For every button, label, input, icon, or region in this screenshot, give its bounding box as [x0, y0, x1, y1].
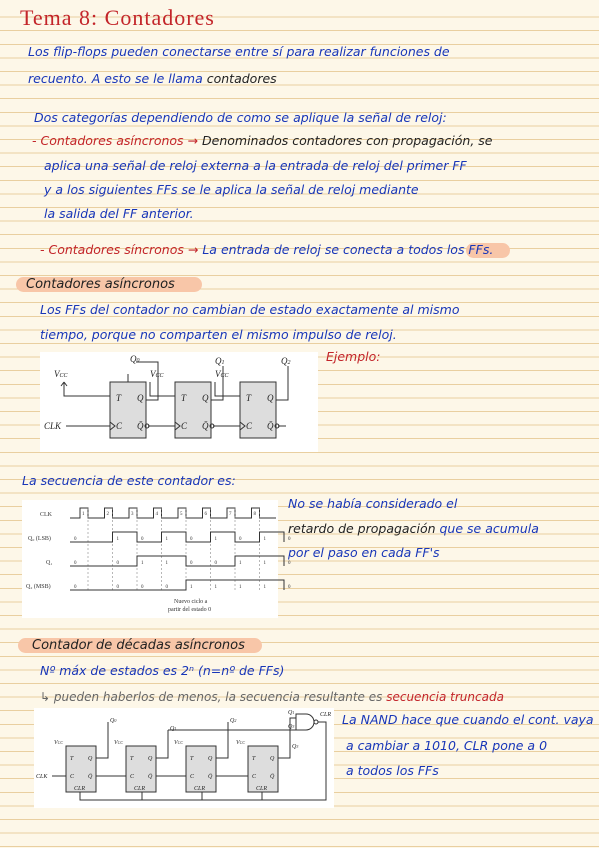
svg-text:T: T: [246, 393, 252, 403]
svg-text:CLR: CLR: [74, 786, 86, 792]
q1-waveform: [70, 556, 284, 566]
circuit-async-3bit: [40, 352, 318, 452]
bit-value: 0: [141, 537, 144, 542]
bit-value: 0: [214, 561, 217, 566]
svg-text:Q̄: Q̄: [208, 774, 213, 780]
svg-text:T: T: [252, 756, 256, 762]
bit-value: 0: [288, 561, 291, 566]
bit-value: 1: [214, 537, 217, 542]
circuit-decade-diagram: [34, 708, 334, 808]
sync-highlight: todos: [408, 242, 443, 257]
nand-note-1: La NAND hace que cuando el cont. vaya: [342, 712, 594, 727]
svg-text:Q: Q: [88, 756, 93, 762]
bit-value: 1: [263, 561, 266, 566]
q1-label: Q1: [215, 356, 225, 366]
circuit-async-3bit-diagram: [40, 352, 318, 452]
clk-label: CLK: [44, 421, 62, 431]
bit-value: 1: [263, 585, 266, 590]
clk-pulse-number: 4: [155, 512, 158, 517]
async-desc-2: aplica una señal de reloj externa a la entrada de reloj del primer FF: [44, 158, 467, 173]
clk-waveform: [70, 508, 276, 518]
bit-value: 0: [239, 537, 242, 542]
svg-text:Q̄: Q̄: [270, 774, 275, 780]
svg-text:VCC: VCC: [236, 740, 246, 746]
sequence-note-term: retardo de propagación: [288, 521, 436, 536]
bit-value: 0: [288, 585, 291, 590]
q0-waveform: [70, 532, 284, 542]
timing-row-label: Q₂ (MSB): [26, 584, 51, 590]
svg-text:VCC: VCC: [54, 740, 64, 746]
q0-label: Q0: [130, 354, 140, 364]
svg-text:T: T: [181, 393, 187, 403]
async-category-line: [32, 133, 493, 148]
svg-text:T: T: [70, 756, 74, 762]
intro-line-1: Los flip-flops pueden conectarse entre sí para realizar funciones de: [28, 44, 450, 59]
svg-text:Q1: Q1: [288, 710, 295, 716]
async-label: - Contadores asíncronos: [32, 133, 184, 148]
svg-text:C: C: [246, 421, 253, 431]
sequence-heading: La secuencia de este contador es:: [22, 473, 236, 488]
nand-gate: [296, 714, 314, 730]
clk-pulse-number: 3: [131, 512, 134, 517]
arrow-icon: →: [187, 133, 199, 148]
bit-value: 0: [190, 537, 193, 542]
svg-text:T: T: [130, 756, 134, 762]
svg-text:C: C: [130, 774, 135, 780]
async-desc-1: Denominados contadores con propagación, se: [202, 133, 493, 148]
intro-term: contadores: [206, 71, 277, 86]
timing-row-label: Q₁: [46, 560, 53, 566]
nand-note-3: a todos los FFs: [346, 763, 439, 778]
svg-text:Q: Q: [148, 756, 153, 762]
svg-text:C: C: [252, 774, 257, 780]
sequence-note-2-end: que se acumula: [439, 521, 539, 536]
decade-truncated-term: secuencia truncada: [386, 690, 504, 704]
bit-value: 1: [214, 585, 217, 590]
svg-text:Q̄: Q̄: [137, 421, 144, 431]
svg-text:Q1: Q1: [170, 726, 177, 732]
svg-text:Q3: Q3: [292, 744, 299, 750]
clk-pulse-number: 8: [253, 512, 256, 517]
sync-text: La entrada de reloj se conecta a: [202, 242, 405, 257]
bit-value: 1: [165, 561, 168, 566]
bit-value: 0: [116, 561, 119, 566]
svg-text:C: C: [190, 774, 195, 780]
svg-text:CLR: CLR: [134, 786, 146, 792]
vcc-label-1: VCC: [54, 369, 68, 379]
svg-text:T: T: [190, 756, 194, 762]
clk-pulse-number: 1: [82, 512, 85, 517]
decade-truncated-line: [40, 690, 504, 705]
svg-text:VCC: VCC: [114, 740, 124, 746]
bit-value: 1: [263, 537, 266, 542]
svg-text:Q̄: Q̄: [88, 774, 93, 780]
bit-value: 1: [141, 561, 144, 566]
svg-text:Q̄: Q̄: [148, 774, 153, 780]
intro-line-2-text: recuento. A esto se le llama: [28, 71, 203, 86]
timing-row-label: Q₀ (LSB): [28, 536, 51, 542]
bit-value: 0: [190, 561, 193, 566]
async-desc-4: la salida del FF anterior.: [44, 206, 194, 221]
svg-text:CLR: CLR: [256, 786, 268, 792]
bit-value: 0: [116, 585, 119, 590]
async-section-heading: Contadores asíncronos: [26, 277, 175, 292]
clk-pulse-number: 7: [229, 512, 232, 517]
svg-text:CLR: CLR: [194, 786, 206, 792]
bit-value: 0: [165, 585, 168, 590]
q2-label: Q2: [281, 356, 291, 366]
bit-value: 0: [74, 561, 77, 566]
decade-max-states: Nº máx de estados es 2ⁿ (n=nº de FFs): [40, 663, 285, 678]
svg-text:Q: Q: [202, 393, 209, 403]
svg-text:C: C: [116, 421, 123, 431]
categories-heading: Dos categorías dependiendo de como se aplique la señal de reloj:: [34, 110, 447, 125]
async-desc-3: y a los siguientes FFs se le aplica la señal de reloj mediante: [44, 182, 419, 197]
timing-row-label: CLK: [40, 512, 52, 518]
timing-diagram: [22, 500, 291, 618]
bit-value: 1: [165, 537, 168, 542]
nand-out-label: CLR: [320, 712, 332, 718]
clk-pulse-number: 5: [180, 512, 183, 517]
svg-text:VCC: VCC: [215, 369, 229, 379]
vcc-wire-0: [64, 382, 110, 396]
timing-caption-2: partir del estado 0: [168, 607, 212, 613]
async-section-text-2: tiempo, porque no comparten el mismo impulso de reloj.: [40, 327, 397, 342]
svg-text:Q̄: Q̄: [202, 421, 209, 431]
svg-text:VCC: VCC: [174, 740, 184, 746]
sequence-note-1: No se había considerado el: [288, 496, 458, 511]
timing-diagram-svg: [22, 500, 291, 618]
timing-caption-1: Nuevo ciclo a: [174, 599, 208, 605]
clk-pulse-number: 2: [106, 512, 109, 517]
svg-text:Q: Q: [208, 756, 213, 762]
svg-text:Q2: Q2: [230, 718, 237, 724]
svg-text:C: C: [70, 774, 75, 780]
bit-value: 1: [239, 561, 242, 566]
circuit-decade-counter: [34, 708, 334, 808]
sync-category-line: [40, 242, 493, 257]
q2-waveform: [70, 580, 284, 590]
svg-text:T: T: [116, 393, 122, 403]
bit-value: 1: [190, 585, 193, 590]
page-title: Tema 8: Contadores: [20, 5, 215, 30]
decade-arrow-text: ↳ pueden haberlos de menos, la secuencia resultante es: [40, 690, 383, 704]
bit-value: 0: [141, 585, 144, 590]
clk-label: CLK: [36, 774, 48, 780]
nand-note-2: a cambiar a 1010, CLR pone a 0: [346, 738, 548, 753]
decade-section-heading: Contador de décadas asíncronos: [32, 638, 245, 653]
svg-text:Q0: Q0: [110, 718, 117, 724]
svg-text:Q: Q: [270, 756, 275, 762]
bit-value: 0: [74, 585, 77, 590]
async-section-text-1: Los FFs del contador no cambian de estado exactamente al mismo: [40, 302, 460, 317]
svg-text:Q3: Q3: [288, 724, 295, 730]
bit-value: 1: [116, 537, 119, 542]
svg-text:Q: Q: [267, 393, 274, 403]
sync-end: los FFs.: [446, 242, 494, 257]
svg-text:Q̄: Q̄: [267, 421, 274, 431]
svg-text:Q: Q: [137, 393, 144, 403]
sequence-note-3: por el paso en cada FF's: [288, 545, 440, 560]
bit-value: 1: [239, 585, 242, 590]
bit-value: 0: [288, 537, 291, 542]
clk-pulse-number: 6: [204, 512, 207, 517]
sync-label: - Contadores síncronos: [40, 242, 184, 257]
bit-value: 0: [74, 537, 77, 542]
svg-text:VCC: VCC: [150, 369, 164, 379]
svg-text:C: C: [181, 421, 188, 431]
intro-line-2: [28, 71, 277, 86]
sequence-note-2: [288, 521, 539, 536]
example-label: Ejemplo:: [326, 349, 381, 364]
arrow-icon: →: [187, 242, 199, 257]
